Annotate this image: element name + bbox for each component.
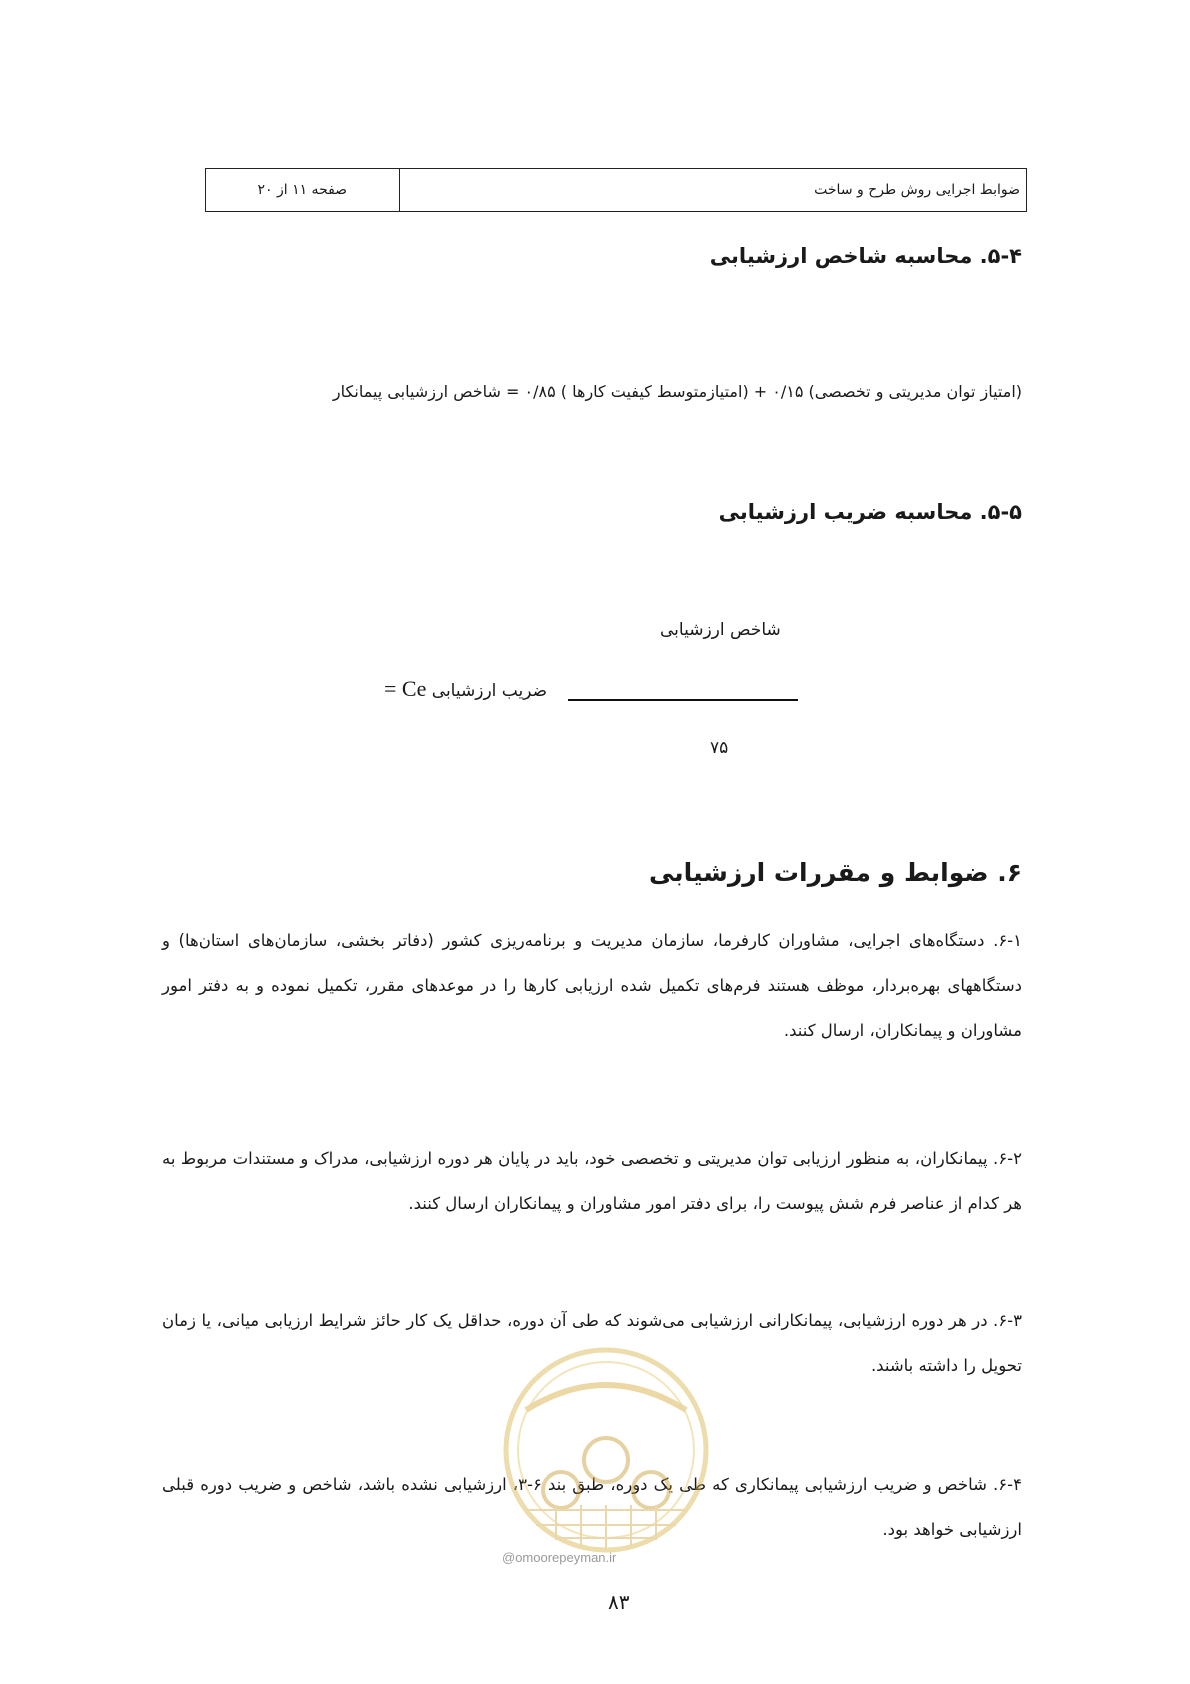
fraction-denominator: ۷۵ — [710, 738, 729, 758]
header-document-title: ضوابط اجرایی روش طرح و ساخت — [814, 182, 1020, 198]
paragraph-6-3: ۶-۳. در هر دوره ارزشیابی، پیمانکارانی ارزشیابی می‌شوند که طی آن دوره، حداقل یک کار حائز شرایط ارزیابی میانی، یا زمان تحویل را داشته باشند. — [162, 1311, 1022, 1375]
coefficient-label: ضریب ارزشیابی — [431, 681, 548, 701]
watermark-url — [502, 1550, 616, 1565]
section-5-5-heading: ۵-۵. محاسبه ضریب ارزشیابی — [718, 500, 1022, 524]
watermark-logo — [486, 1340, 726, 1570]
fraction-bar — [568, 699, 798, 701]
page-header-table — [205, 168, 1027, 212]
fraction-left-side — [384, 676, 547, 702]
paragraph-6-2: ۶-۲. پیمانکاران، به منظور ارزیابی توان مدیریتی و تخصصی خود، باید در پایان هر دوره ارزشیابی، مدراک و مستندات مربوط به هر کدام از عناصر فرم شش پیوست را، برای دفتر امور مشاوران و پیمانکاران ارسال کنند. — [162, 1149, 1022, 1213]
section-5-4-heading: ۵-۴. محاسبه شاخص ارزشیابی — [709, 244, 1022, 268]
paragraph-6-4: ۶-۴. شاخص و ضریب ارزشیابی پیمانکاری که طی یک دوره، طبق بند ۶-۳، ارزشیابی نشده باشد، شاخص و ضریب دوره قبلی ارزشیابی خواهد بود. — [162, 1475, 1022, 1539]
coefficient-symbol: Ce = — [384, 676, 427, 701]
paragraph-6-1: ۶-۱. دستگاه‌های اجرایی، مشاوران کارفرما، سازمان مدیریت و برنامه‌ریزی کشور (دفاتر بخشی، سازمان‌های استان‌ها) و دستگاههای بهره‌بردار، موظف هستند فرم‌های تکمیل شده ارزیابی کارها را در موعدهای مقرر، تکمیل نموده و به دفتر امور مشاوران و پیمانکاران، ارسال کنند. — [162, 931, 1022, 1040]
section-6-heading: ۶. ضوابط و مقررات ارزشیابی — [649, 858, 1022, 887]
header-page-label: صفحه ۱۱ از ۲۰ — [206, 169, 400, 211]
fraction-numerator: شاخص ارزشیابی — [660, 620, 781, 640]
watermark-url-text: omoorepeyman.ir — [515, 1550, 617, 1565]
contractor-index-formula: (امتیاز توان مدیریتی و تخصصی) ۰/۱۵ + (امتیازمتوسط کیفیت کارها ) ۰/۸۵ = شاخص ارزشیابی پیمانکار — [332, 382, 1022, 401]
page-number: ۸۳ — [608, 1590, 630, 1614]
at-icon: @ — [502, 1550, 516, 1565]
